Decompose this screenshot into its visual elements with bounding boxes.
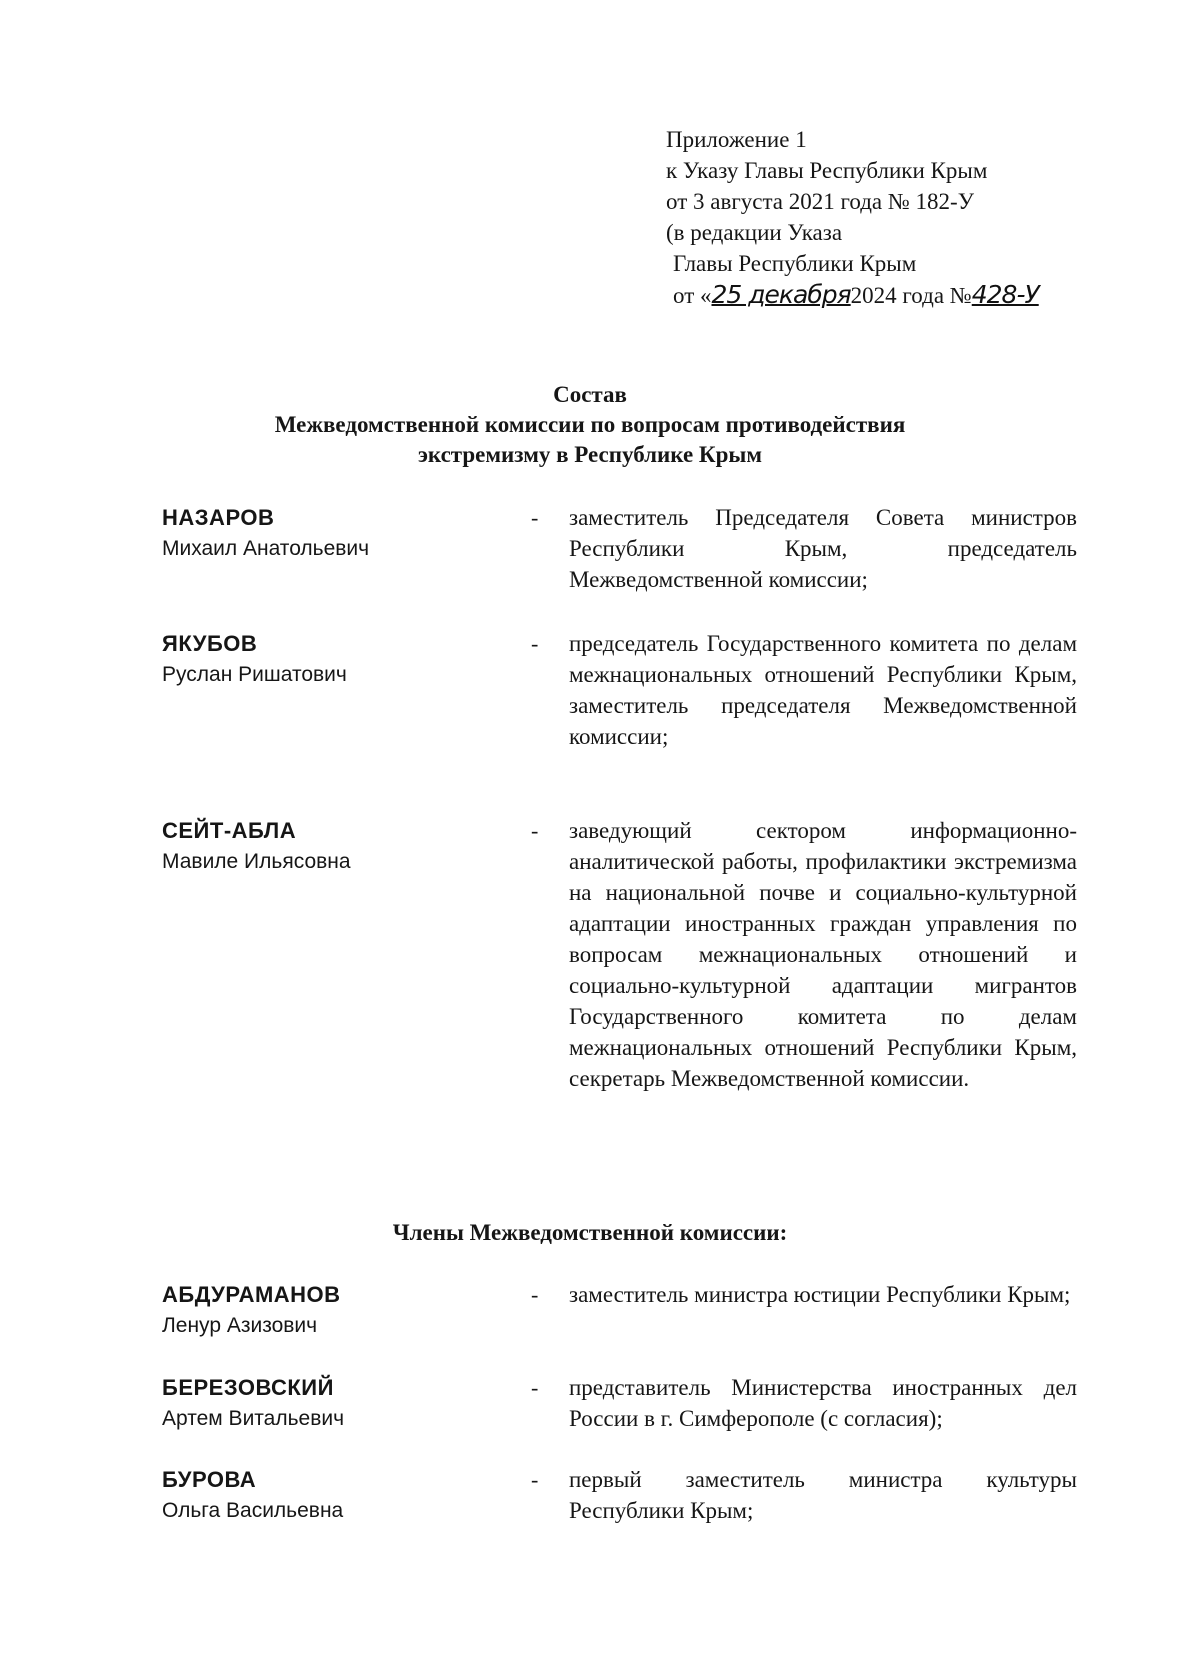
person-role: представитель Министерства иностранных дел России в г. Симферополе (с согласия); [569, 1375, 1077, 1431]
appendix-revision-authority: Главы Республики Крым [673, 251, 917, 276]
dash-separator: - [531, 818, 539, 843]
dash-separator: - [531, 1375, 539, 1400]
dash-separator: - [531, 505, 539, 530]
person-surname: БУРОВА [162, 1467, 257, 1492]
dash-separator: - [531, 631, 539, 656]
person-role: заместитель Председателя Совета министров Республики Крым, председатель Межведомственной комиссии; [569, 505, 1077, 592]
appendix-block [666, 124, 1039, 311]
appendix-revision-date-line [666, 279, 1039, 311]
title-line-2: Межведомственной комиссии по вопросам противодействия [274, 412, 906, 437]
person-surname: СЕЙТ-АБЛА [162, 818, 297, 843]
title-line-3: экстремизму в Республике Крым [417, 442, 763, 467]
person-entry-secretary [162, 815, 1082, 1091]
title-line-1: Состав [553, 382, 627, 407]
revision-date-prefix: от « [673, 283, 712, 308]
appendix-revision-note: (в редакции Указа [666, 220, 843, 245]
member-entry [162, 1279, 1082, 1341]
person-surname: АБДУРАМАНОВ [162, 1282, 341, 1307]
person-role: первый заместитель министра культуры Республики Крым; [569, 1467, 1077, 1523]
document-title [150, 380, 1030, 470]
person-given-name: Артем Витальевич [162, 1407, 345, 1430]
person-role: председатель Государственного комитета по делам межнациональных отношений Республики Крым, заместитель председателя Межведомственной комиссии; [569, 631, 1077, 749]
person-given-name: Мавиле Ильясовна [162, 850, 351, 873]
members-heading: Члены Межведомственной комиссии: [392, 1220, 788, 1245]
appendix-decree-ref: к Указу Главы Республики Крым [666, 158, 988, 183]
handwritten-date: 25 декабря [711, 280, 851, 309]
person-given-name: Ольга Васильевна [162, 1499, 344, 1522]
person-entry-chairman [162, 502, 1082, 592]
handwritten-decree-number: 428-У [971, 280, 1039, 309]
dash-separator: - [531, 1282, 539, 1307]
person-entry-deputy-chairman [162, 628, 1082, 749]
person-role: заместитель министра юстиции Республики Крым; [569, 1282, 1071, 1307]
person-surname: ЯКУБОВ [162, 631, 258, 656]
person-surname: БЕРЕЗОВСКИЙ [162, 1375, 334, 1400]
member-entry [162, 1372, 1082, 1434]
person-role: заведующий сектором информационно-аналитической работы, профилактики экстремизма на национальной почве и социально-культурной адаптации иностранных граждан управления по вопросам межнациональных отношений и социально-культурной адаптации мигрантов Государственного комитета по делам межнациональных отношений Республики Крым, секретарь Межведомственной комиссии. [569, 818, 1077, 1091]
person-given-name: Михаил Анатольевич [162, 537, 370, 560]
appendix-decree-date: от 3 августа 2021 года № 182-У [666, 189, 974, 214]
person-given-name: Ленур Азизович [162, 1314, 318, 1337]
person-surname: НАЗАРОВ [162, 505, 275, 530]
revision-year-number-label: 2024 года № [850, 283, 972, 308]
member-entry [162, 1464, 1082, 1526]
appendix-title: Приложение 1 [666, 127, 807, 152]
dash-separator: - [531, 1467, 539, 1492]
person-given-name: Руслан Ришатович [162, 663, 347, 686]
